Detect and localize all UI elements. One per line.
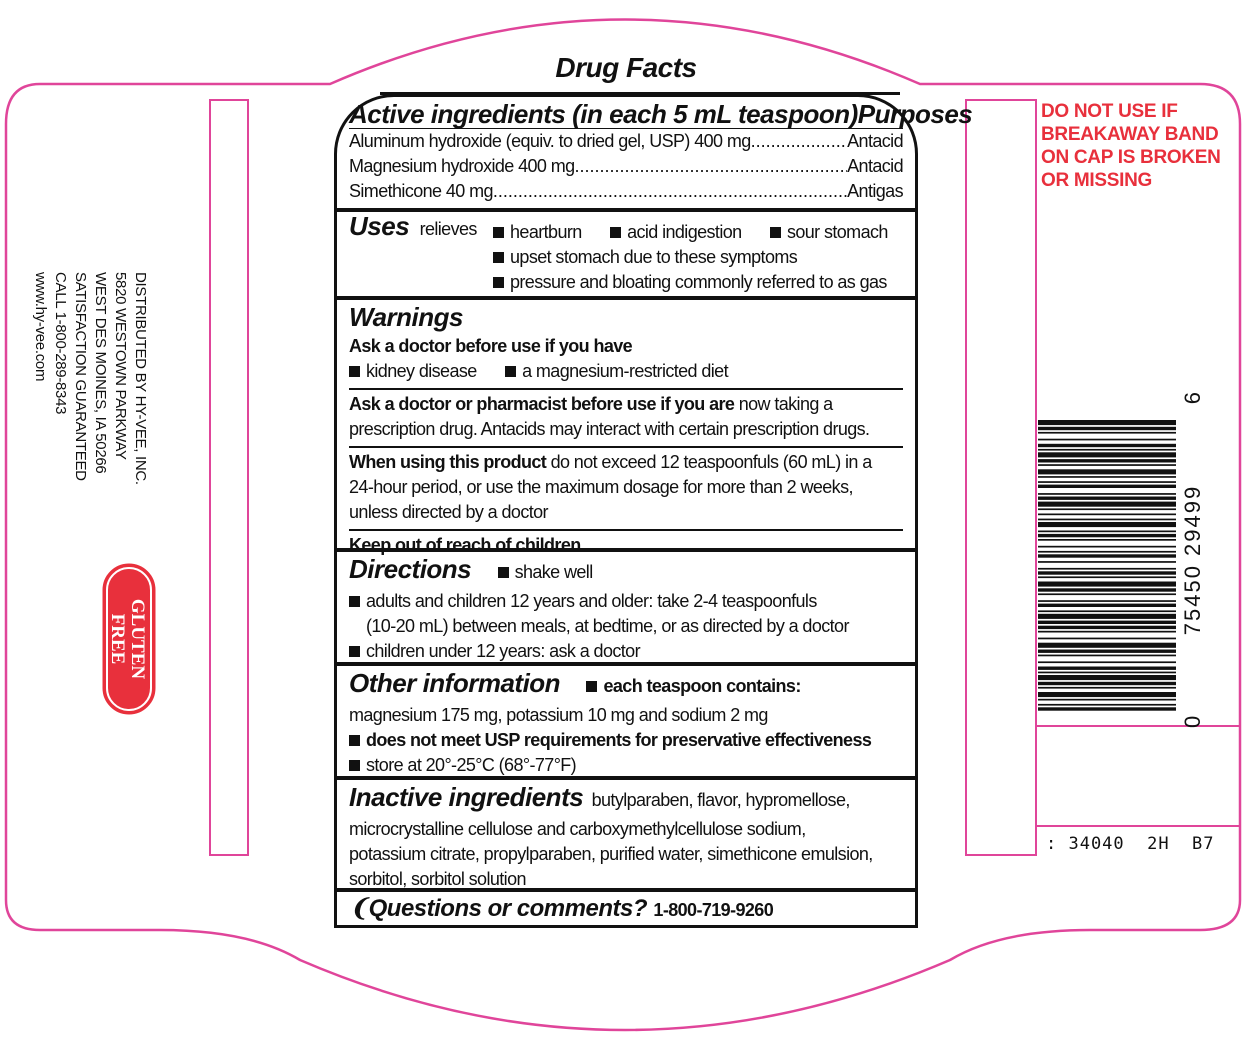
- questions-heading: Questions or comments?: [368, 895, 647, 922]
- ask-doctor-text: Ask a doctor before use if you have: [349, 336, 633, 356]
- barcode-bar: [1038, 655, 1176, 657]
- warning-item: a magnesium-restricted diet: [522, 361, 728, 381]
- ask-pharmacist-bold: Ask a doctor or pharmacist before use if you are: [349, 394, 735, 414]
- barcode-bar: [1038, 432, 1176, 434]
- warning-item: kidney disease: [366, 361, 477, 381]
- barcode-digit-right: 6: [1180, 392, 1205, 405]
- barcode-bar: [1038, 481, 1176, 483]
- active-ingredients-section: [337, 98, 973, 204]
- distributor-line: WEST DES MOINES, IA 50266: [92, 272, 109, 474]
- barcode-bar: [1038, 704, 1176, 706]
- gluten-text: GLUTEN: [127, 598, 148, 680]
- lot-code: : 34040 2H B7: [1046, 834, 1215, 854]
- other-usp: does not meet USP requirements for preservative effectiveness: [366, 730, 872, 750]
- barcode-digits: 75450 29499: [1180, 484, 1205, 636]
- barcode-bar: [1038, 546, 1176, 548]
- barcode-bar: [1038, 672, 1176, 674]
- barcode-bar: [1038, 650, 1176, 653]
- barcode-bar: [1038, 614, 1176, 619]
- inactive-l1: butylparaben, flavor, hypromellose,: [591, 790, 850, 810]
- barcode-digit-left: 0: [1180, 715, 1205, 728]
- barcode-bar: [1038, 493, 1176, 495]
- inactive-heading: Inactive ingredients: [349, 782, 584, 812]
- barcode-bar: [1038, 497, 1176, 500]
- barcode-bar: [1038, 452, 1176, 457]
- barcode-bar: [1038, 588, 1176, 591]
- barcode-bar: [1038, 485, 1176, 488]
- active-row: Aluminum hydroxide (equiv. to dried gel, USP) 400 mg ..... Antacid: [349, 129, 903, 154]
- barcode-bar: [1038, 439, 1176, 441]
- active-row: Magnesium hydroxide 400 mg ..... Antacid: [349, 154, 903, 179]
- gluten-free-badge: [101, 562, 157, 716]
- barcode-bar: [1038, 699, 1176, 701]
- uses-item: heartburn: [510, 222, 582, 242]
- barcode-bar: [1038, 420, 1176, 425]
- barcode-bar: [1038, 638, 1176, 640]
- title-rule: [380, 92, 900, 95]
- barcode-bar: [1038, 534, 1176, 537]
- barcode-bar: [1038, 621, 1176, 624]
- barcode-bar: [1038, 604, 1176, 607]
- warnings-section: [337, 296, 915, 555]
- when-using-bold: When using this product: [349, 452, 547, 472]
- barcode-bar: [1038, 682, 1176, 685]
- drug-facts-title: Drug Facts: [555, 52, 697, 83]
- barcode-bar: [1038, 568, 1176, 570]
- uses-intro: relieves: [419, 219, 477, 239]
- tamper-line: BREAKAWAY BAND: [1041, 124, 1219, 145]
- when-using-l3: unless directed by a doctor: [349, 502, 548, 522]
- inactive-l2: microcrystalline cellulose and carboxymethylcellulose sodium,: [349, 819, 806, 839]
- barcode-bar: [1038, 692, 1176, 697]
- other-contents: magnesium 175 mg, potassium 10 mg and sodium 2 mg: [349, 705, 768, 725]
- barcode-bar: [1038, 661, 1176, 663]
- directions-section: [337, 548, 915, 664]
- tamper-warning: [1041, 100, 1221, 192]
- uses-section: [337, 208, 915, 298]
- distributor-line: SATISFACTION GUARANTEED: [72, 272, 89, 481]
- barcode-bar: [1038, 514, 1176, 516]
- barcode-bar: [1038, 459, 1176, 462]
- other-info-section: [337, 662, 915, 778]
- barcode-bar: [1038, 626, 1176, 629]
- barcode-bar: [1038, 444, 1176, 447]
- barcode-bar: [1038, 600, 1176, 602]
- questions-phone: 1-800-719-9260: [653, 900, 774, 920]
- barcode-bar: [1038, 643, 1176, 648]
- barcode-bar: [1038, 449, 1176, 451]
- barcode-bar: [1038, 502, 1176, 507]
- barcode-bar: [1038, 531, 1176, 533]
- other-store: store at 20°-25°C (68°-77°F): [366, 755, 577, 775]
- when-using-l2: 24-hour period, or use the maximum dosage for more than 2 weeks,: [349, 477, 853, 497]
- distributor-line: CALL 1-800-289-8343: [52, 272, 69, 415]
- barcode: [1038, 392, 1208, 728]
- inactive-l4: sorbitol, sorbitol solution: [349, 869, 526, 889]
- uses-heading: Uses: [349, 211, 410, 241]
- barcode-bar: [1038, 519, 1176, 521]
- barcode-bar: [1038, 476, 1176, 478]
- uses-item: sour stomach: [786, 222, 888, 242]
- directions-adults-l2: (10-20 mL) between meals, at bedtime, or as directed by a doctor: [366, 616, 849, 636]
- purposes-heading: Purposes: [857, 99, 973, 129]
- barcode-bar: [1038, 554, 1176, 557]
- directions-adults: adults and children 12 years and older: take 2-4 teaspoonfuls: [366, 591, 817, 611]
- barcode-bar: [1038, 522, 1176, 527]
- inactive-section: [337, 776, 915, 890]
- barcode-bar: [1038, 687, 1176, 689]
- active-heading: Active ingredients (in each 5 mL teaspoon): [349, 99, 858, 129]
- tamper-line: ON CAP IS BROKEN: [1041, 147, 1221, 168]
- questions-section: [337, 888, 915, 925]
- directions-children: children under 12 years: ask a doctor: [366, 641, 640, 661]
- uses-item: upset stomach due to these symptoms: [510, 247, 798, 267]
- barcode-bar: [1038, 561, 1176, 563]
- barcode-bar: [1038, 427, 1176, 430]
- barcode-bar: [1038, 707, 1176, 710]
- barcode-bar: [1038, 610, 1176, 612]
- active-row: Simethicone 40 mg ..... Antigas: [349, 179, 903, 204]
- barcode-bar: [1038, 469, 1176, 474]
- distributor-line: 5820 WESTOWN PARKWAY: [112, 272, 129, 460]
- other-heading: Other information: [349, 668, 561, 698]
- ask-pharmacist-line2: prescription drug. Antacids may interact with certain prescription drugs.: [349, 419, 870, 439]
- distributor-info: [10, 272, 150, 572]
- barcode-bar: [1038, 593, 1176, 595]
- phone-icon: ❨: [349, 895, 369, 922]
- inactive-l3: potassium citrate, propylparaben, purified water, simethicone emulsion,: [349, 844, 873, 864]
- ask-pharmacist-rest: now taking a: [734, 394, 833, 414]
- tamper-line: DO NOT USE IF: [1041, 101, 1178, 122]
- uses-item: pressure and bloating commonly referred to as gas: [510, 272, 887, 292]
- warnings-heading: Warnings: [349, 302, 463, 332]
- when-using-l1: do not exceed 12 teaspoonfuls (60 mL) in a: [546, 452, 872, 472]
- directions-shake: shake well: [514, 562, 593, 582]
- barcode-bar: [1038, 576, 1176, 578]
- free-text: FREE: [107, 613, 128, 665]
- barcode-bar: [1038, 464, 1176, 466]
- uses-item: acid indigestion: [627, 222, 742, 242]
- directions-heading: Directions: [349, 554, 472, 584]
- keep-out-text: Keep out of reach of children.: [349, 535, 586, 555]
- barcode-bar: [1038, 551, 1176, 553]
- barcode-bar: [1038, 539, 1176, 541]
- distributor-line: DISTRIBUTED BY HY-VEE, INC.: [132, 272, 149, 485]
- barcode-bar: [1038, 675, 1176, 680]
- tamper-line: OR MISSING: [1041, 170, 1153, 191]
- barcode-bar: [1038, 582, 1176, 587]
- barcode-bar: [1038, 508, 1176, 510]
- barcode-bar: [1038, 667, 1176, 670]
- barcode-bar: [1038, 631, 1176, 633]
- distributor-line: www.hy-vee.com: [32, 272, 49, 382]
- barcode-bar: [1038, 571, 1176, 574]
- each-teaspoon: each teaspoon contains:: [603, 676, 801, 696]
